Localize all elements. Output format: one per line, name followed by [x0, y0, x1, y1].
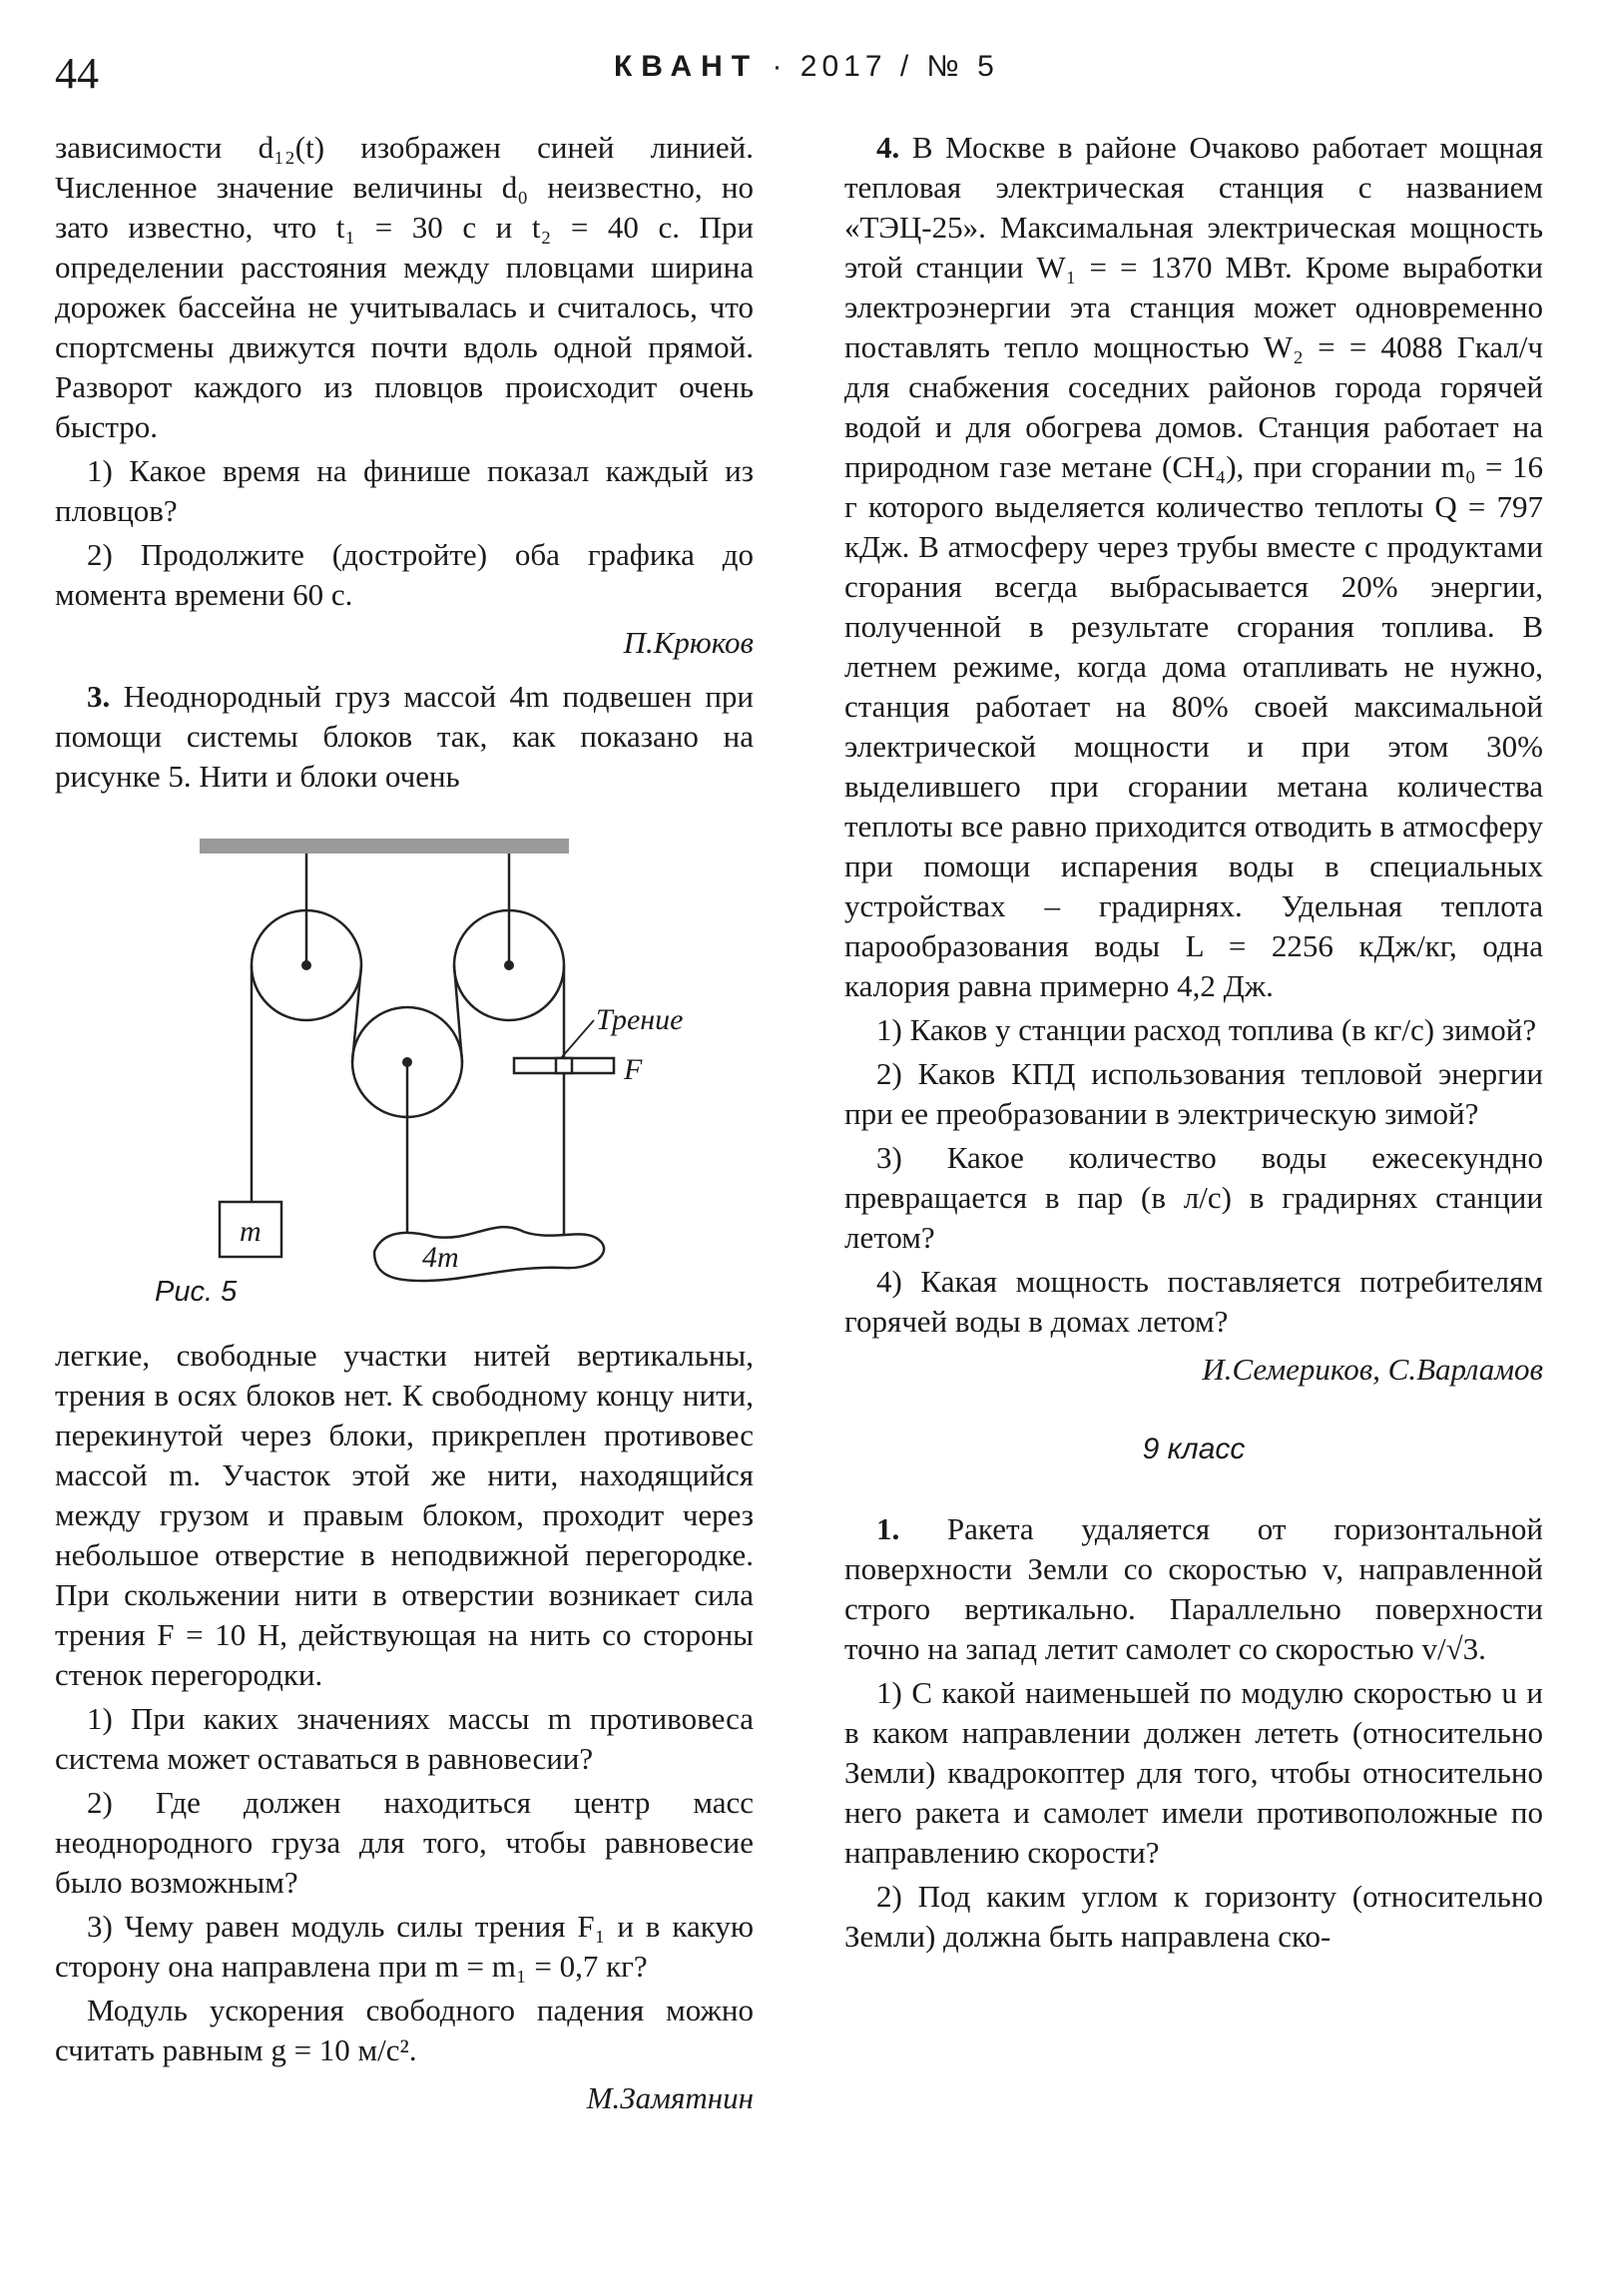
problem-number: 3.: [87, 679, 111, 714]
load-label: 4m: [422, 1241, 459, 1274]
question: 2) Где должен находиться центр масс неоднородного груза для того, чтобы равновесие было возможным?: [55, 1785, 754, 1900]
question: 3) Чему равен модуль силы трения F₁ и в какую сторону она направлена при m = m₁ = 0,7 кг?: [55, 1909, 754, 1984]
author-signature: М.Замятнин: [586, 2080, 754, 2115]
question: 2) Каков КПД использования тепловой энергии при ее преобразовании в электрическую зимой?: [844, 1056, 1543, 1131]
question: 2) Продолжите (достройте) оба графика до момента времени 60 с.: [55, 537, 754, 612]
rope-segment: [352, 965, 361, 1062]
partition-hole: [556, 1058, 572, 1073]
paragraph: зависимости d₁₂(t) изображен синей линией. Численное значение величины d₀ неизвестно, но зато известно, что t₁ = 30 с и t₂ = 40 с. При определении расстояния между пловцами ширина дорожек бассейна не учитывалась и считалось, что спортсмены движутся почти вдоль одной прямой. Разворот каждого из пловцов происходит очень быстро.: [55, 130, 754, 444]
right-column: [844, 128, 1543, 1961]
friction-label: Трение: [596, 1003, 684, 1036]
rope-segment: [454, 965, 462, 1062]
figure-caption: Рис. 5: [155, 1276, 238, 1308]
force-label: F: [624, 1053, 643, 1086]
problem-4: [844, 128, 1543, 1006]
page-number: 44: [55, 49, 99, 98]
paragraph: легкие, свободные участки нитей вертикальны, трения в осях блоков нет. К свободному концу нити, перекинутой через блоки, прикреплен противовес массой m. Участок этой же нити, находящийся между грузом и правым блоком, проходит через небольшое отверстие в неподвижной перегородке. При скольжении нити в отверстии возникает сила трения F = 10 Н, действующая на нить со стороны стенок перегородки.: [55, 1338, 754, 1692]
author-signature: И.Семериков, С.Варламов: [1202, 1352, 1543, 1387]
mass-label: m: [240, 1215, 262, 1248]
ceiling: [200, 839, 569, 854]
paragraph: Модуль ускорения свободного падения можно считать равным g = 10 м/с².: [55, 1993, 754, 2067]
pulley-diagram: [55, 823, 754, 1292]
question: 1) Каков у станции расход топлива (в кг/с) зимой?: [876, 1012, 1537, 1047]
author-signature: П.Крюков: [623, 625, 754, 660]
friction-pointer: [561, 1020, 594, 1058]
problem-number: 4.: [876, 130, 900, 165]
problem-3: [55, 677, 754, 797]
question: 4) Какая мощность поставляется потребителям горячей воды в домах летом?: [844, 1264, 1543, 1339]
question: 1) Какое время на финише показал каждый из пловцов?: [55, 453, 754, 528]
journal-name: КВАНТ: [614, 50, 760, 83]
question: 3) Какое количество воды ежесекундно превращается в пар (в л/с) в градирнях станции летом?: [844, 1140, 1543, 1255]
left-pulley-axle: [301, 960, 311, 970]
problem-text: Ракета удаляется от горизонтальной поверхности Земли со скоростью v, направленной строго вертикально. Параллельно поверхности точно на запад летит самолет со скоростью v/√3.: [844, 1511, 1544, 1666]
right-pulley-axle: [504, 960, 514, 970]
grade-heading: 9 класс: [1142, 1433, 1246, 1465]
question: 1) При каких значениях массы m противовеса система может оставаться в равновесии?: [55, 1701, 754, 1776]
pulley-figure: [55, 823, 754, 1322]
journal-issue: · 2017 / № 5: [772, 50, 999, 83]
left-column: [55, 128, 754, 2132]
journal-title: [614, 50, 999, 84]
page-header: [0, 0, 1597, 110]
problem-number: 1.: [876, 1511, 900, 1546]
problem-1: [844, 1509, 1543, 1669]
problem-text: В Москве в районе Очаково работает мощная тепловая электрическая станция с названием «ТЭЦ-25». Максимальная электрическая мощность этой станции W₁ = = 1370 МВт. Кроме выработки электроэнергии эта станция может одновременно поставлять тепло мощностью W₂ = = 4088 Гкал/ч для снабжения соседних районов города горячей водой и для обогрева домов. Станция работает на природном газе метане (CH₄), при сгорании m₀ = 16 г которого выделяется количество теплоты Q = 797 кДж. В атмосферу через трубы вместе с продуктами сгорания всегда выбрасывается 20% энергии, полученной в результате сгорания топлива. В летнем режиме, когда дома отапливать не нужно, станция работает на 80% своей максимальной электрической мощности и при этом 30% выделившего при сгорании метана количества теплоты все равно приходится отводить в атмосферу при помощи испарения воды в специальных устройствах – градирнях. Удельная теплота парообразования воды L = 2256 кДж/кг, одна калория равна примерно 4,2 Дж.: [844, 130, 1543, 1003]
irregular-load: [374, 1227, 604, 1281]
question: 1) С какой наименьшей по модулю скоростью u и в каком направлении должен лететь (относительно Земли) квадрокоптер для того, чтобы относительно него ракета и самолет имели противоположные по направлению скорости?: [844, 1675, 1543, 1870]
problem-text: Неоднородный груз массой 4m подвешен при помощи системы блоков так, как показано на рисунке 5. Нити и блоки очень: [55, 679, 754, 794]
question: 2) Под каким углом к горизонту (относительно Земли) должна быть направлена ско-: [844, 1879, 1543, 1954]
